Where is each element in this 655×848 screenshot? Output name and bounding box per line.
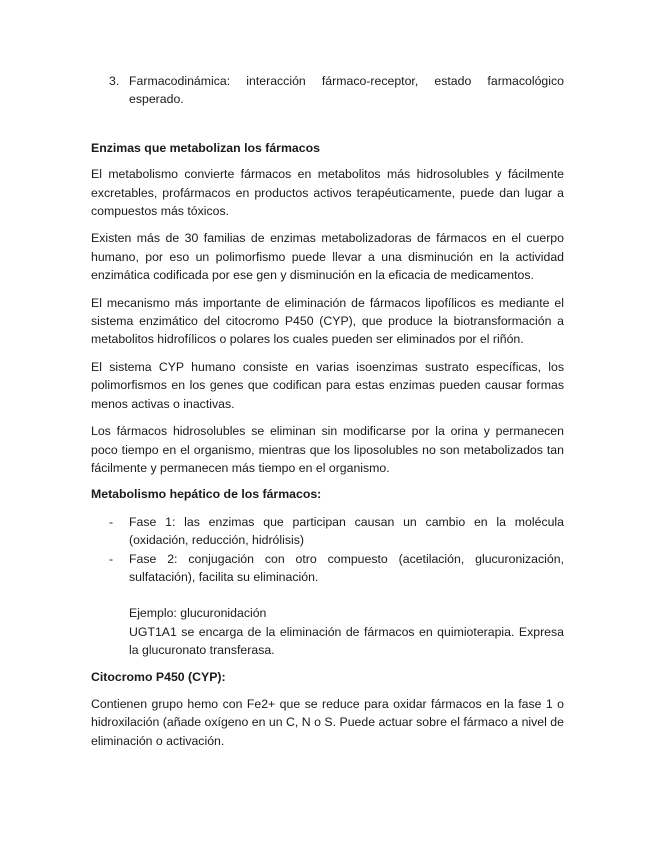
heading-metabolismo-hepatico: Metabolismo hepático de los fármacos: bbox=[91, 487, 322, 502]
bullet-text: Fase 1: las enzimas que participan causan un cambio en la molécula (oxidación, reducción, hidrólisis) bbox=[129, 514, 564, 548]
paragraph-enzimas-5: Los fármacos hidrosolubles se eliminan sin modificarse por la orina y permanecen poco tiempo en el organismo, mientras que los liposolubles no son metabolizados tan fácilmente y permanecen más tiempo en el organismo. bbox=[91, 424, 564, 475]
paragraph-enzimas-4: El sistema CYP humano consiste en varias isoenzimas sustrato específicas, los polimorfismos en los genes que codifican para estas enzimas pueden causar formas menos activas o inactivas. bbox=[91, 359, 564, 411]
example-text: UGT1A1 se encarga de la eliminación de fármacos en quimioterapia. Expresa la glucuronato transferasa. bbox=[129, 624, 564, 658]
heading-enzimas: Enzimas que metabolizan los fármacos bbox=[91, 140, 320, 155]
bullet-fase-1 bbox=[109, 513, 564, 550]
bullet-marker: - bbox=[109, 514, 114, 529]
page-content bbox=[91, 72, 564, 750]
example-block bbox=[129, 604, 564, 659]
heading-citocromo: Citocromo P450 (CYP): bbox=[91, 669, 226, 684]
paragraph-enzimas-2: Existen más de 30 familias de enzimas metabolizadoras de fármacos en el cuerpo humano, por eso un polimorfismo puede llevar a una disminución en la actividad enzimática codificada por ese gen y disminución en la eficacia de medicamentos. bbox=[91, 231, 564, 283]
paragraph-enzimas-1: El metabolismo convierte fármacos en metabolitos más hidrosolubles y fácilmente excretables, profármacos en productos activos terapéuticamente, puede dan lugar a compuestos más tóxicos. bbox=[91, 167, 564, 219]
item-text: Farmacodinámica: interacción fármaco-receptor, estado farmacológico esperado. bbox=[129, 74, 564, 107]
bullet-text: Fase 2: conjugación con otro compuesto (acetilación, glucuronización, sulfatación), facilita su eliminación. bbox=[129, 551, 564, 584]
bullet-fase-2 bbox=[109, 550, 564, 587]
paragraph-enzimas-3: El mecanismo más importante de eliminación de fármacos lipofílicos es mediante el sistema enzimático del citocromo P450 (CYP), que produce la biotransformación a metabolitos hidrofílicos o polares los cuales pueden ser eliminados por el riñón. bbox=[91, 295, 564, 347]
numbered-item-3 bbox=[109, 72, 564, 109]
example-label: Ejemplo: glucuronidación bbox=[129, 606, 267, 621]
bullet-marker: - bbox=[109, 551, 114, 566]
item-number: 3. bbox=[109, 74, 120, 88]
paragraph-citocromo: Contienen grupo hemo con Fe2+ que se reduce para oxidar fármacos en la fase 1 o hidroxilación (añade oxígeno en un C, N o S. Puede actuar sobre el fármaco a nivel de eliminación o activación. bbox=[91, 696, 564, 748]
